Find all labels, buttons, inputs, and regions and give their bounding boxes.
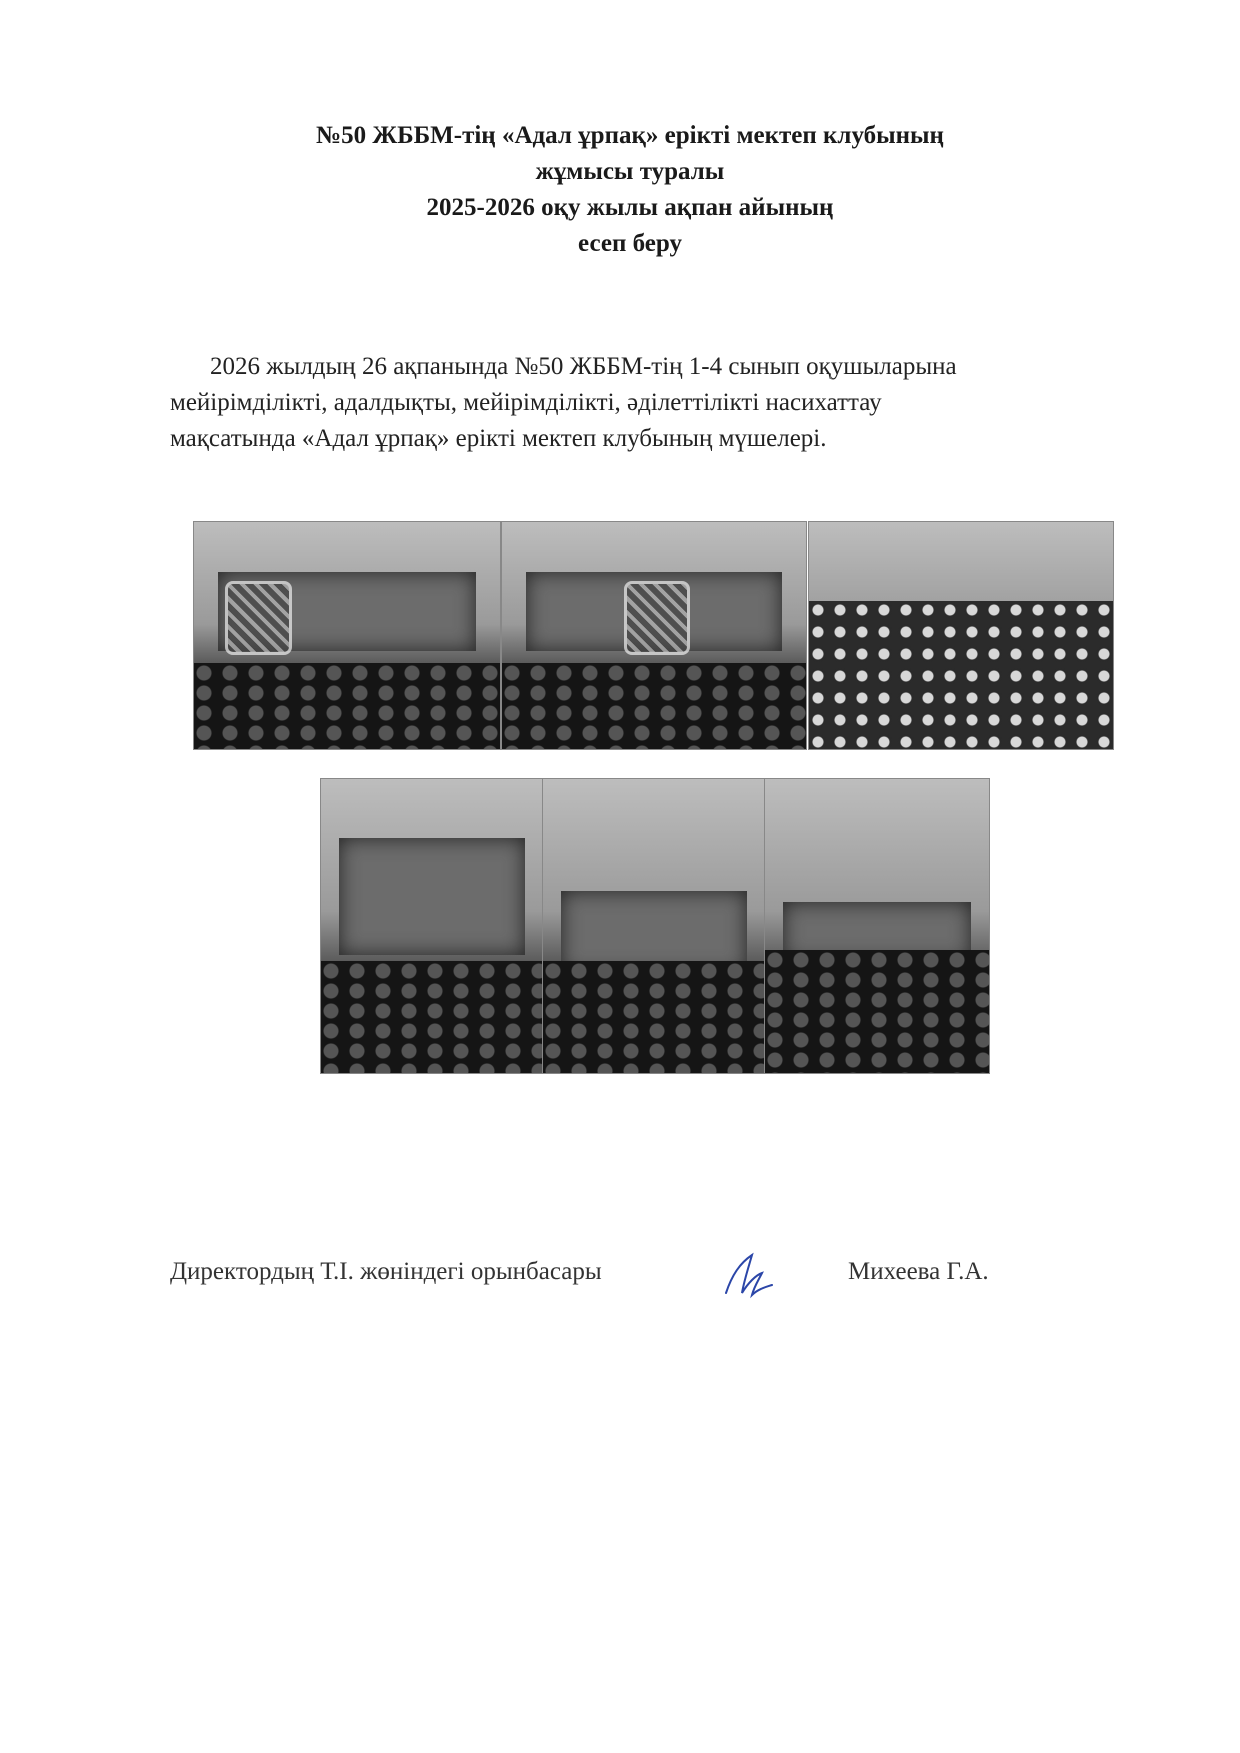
body-line-1: 2026 жылдың 26 ақпанында №50 ЖББМ-тің 1-4 сынып оқушыларына — [210, 353, 957, 380]
photo-bottom-2 — [542, 778, 766, 1074]
photo-bottom-1 — [320, 778, 544, 1074]
signatory-name: Михеева Г.А. — [848, 1258, 989, 1285]
photo-bottom-3 — [764, 778, 990, 1074]
title-line-1: №50 ЖББМ-тің «Адал ұрпақ» ерікті мектеп клубының — [316, 122, 944, 149]
body-paragraph — [170, 349, 1090, 457]
photo-top-1 — [193, 521, 501, 750]
document-title — [200, 118, 1060, 262]
title-line-2: жұмысы туралы — [535, 158, 725, 185]
photo-top-2 — [501, 521, 807, 750]
body-line-2: мейірімділікті, адалдықты, мейірімділікті, әділеттілікті насихаттау — [170, 389, 882, 416]
handwritten-signature — [718, 1245, 778, 1305]
photo-top-3 — [808, 521, 1114, 750]
title-line-4: есеп беру — [578, 230, 682, 257]
signatory-position: Директордың Т.І. жөніндегі орынбасары — [170, 1258, 602, 1285]
title-line-3: 2025-2026 оқу жылы ақпан айының — [426, 194, 834, 221]
body-line-3: мақсатында «Адал ұрпақ» ерікті мектеп клубының мүшелері. — [170, 425, 827, 452]
